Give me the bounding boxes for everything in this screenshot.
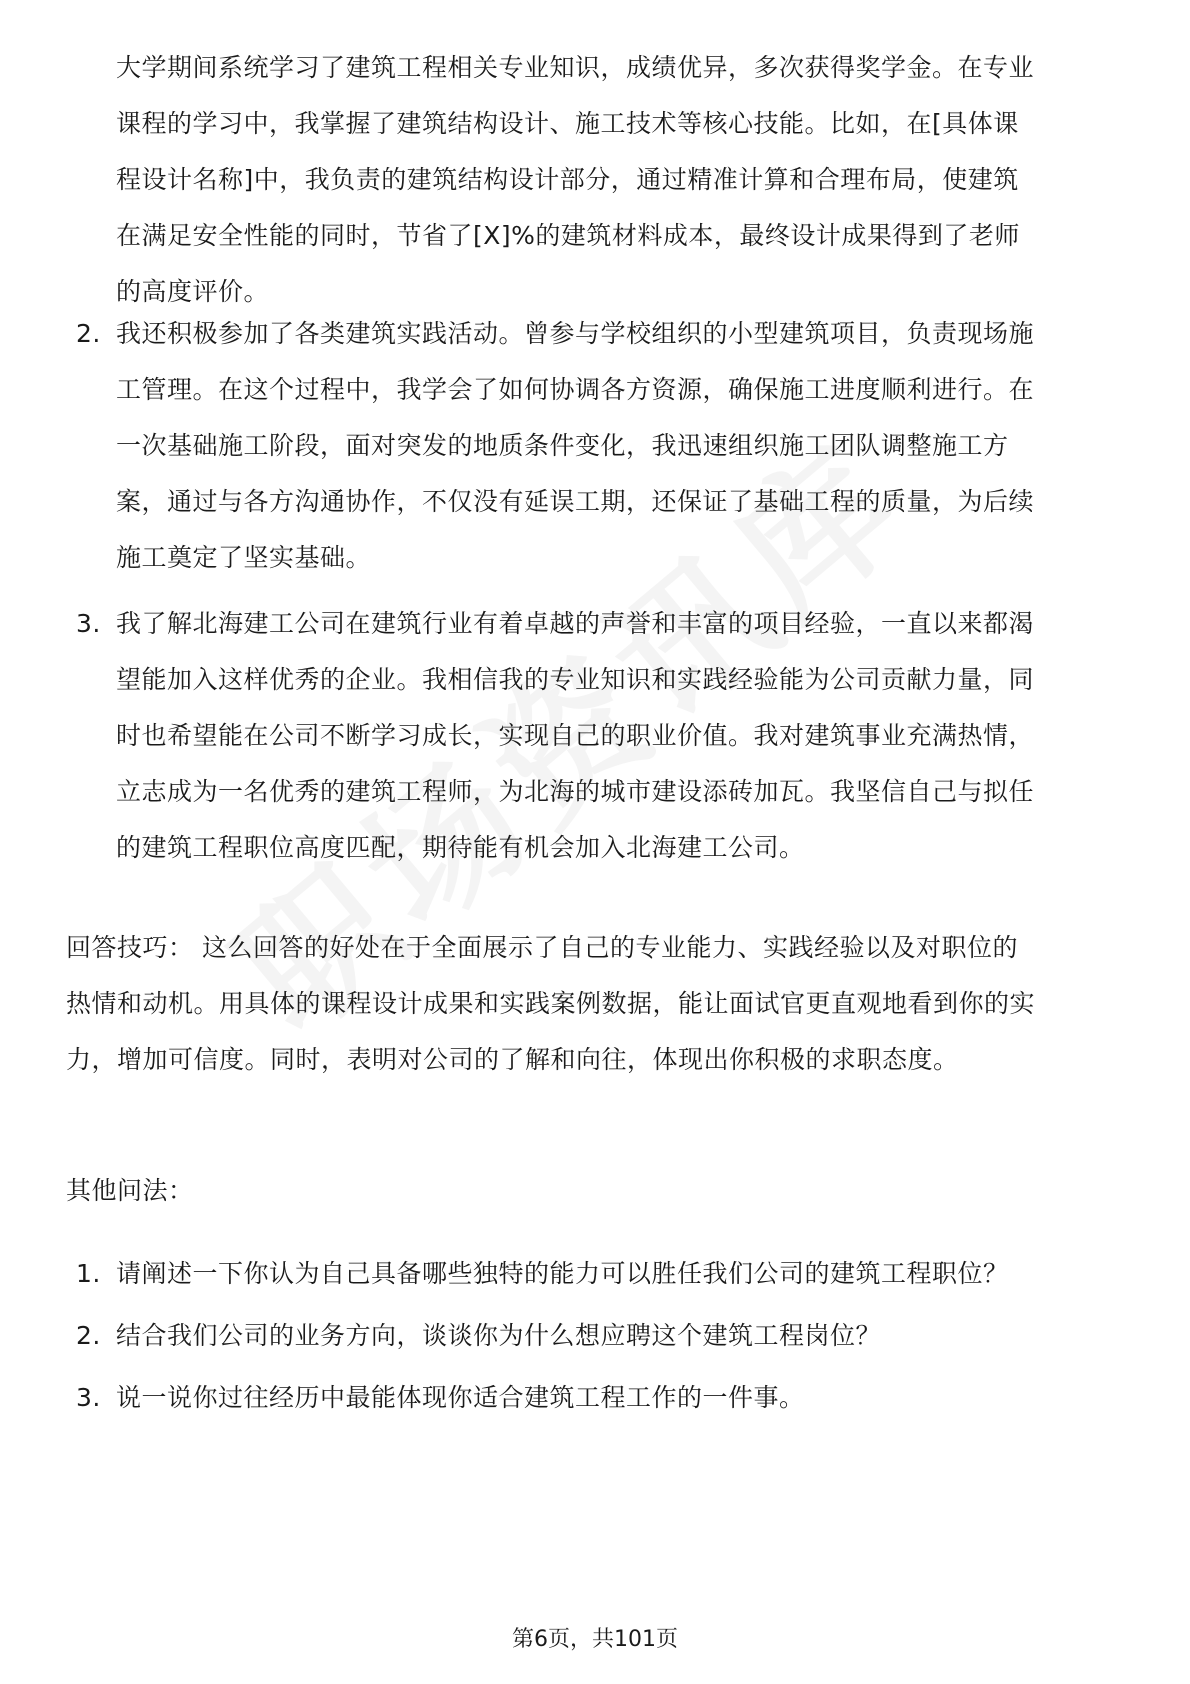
answer-tips: 回答技巧： 这么回答的好处在于全面展示了自己的专业能力、实践经验以及对职位的热情和动机。用具体的课程设计成果和实践案例数据，能让面试官更直观地看到你的实力，增加可信度。同时，表明对公司的了解和向往，体现出你积极的求职态度。: [66, 933, 1036, 1074]
item-number: 3.: [76, 1383, 101, 1412]
answer-item: [76, 596, 1036, 876]
item-text: 我还积极参加了各类建筑实践活动。曾参与学校组织的小型建筑项目，负责现场施工管理。在这个过程中，我学会了如何协调各方资源，确保施工进度顺利进行。在一次基础施工阶段，面对突发的地质条件变化，我迅速组织施工团队调整施工方案，通过与各方沟通协作，不仅没有延误工期，还保证了基础工程的质量，为后续施工奠定了坚实基础。: [116, 319, 1035, 572]
question-item: [76, 1370, 1036, 1426]
item-text: 我了解北海建工公司在建筑行业有着卓越的声誉和丰富的项目经验，一直以来都渴望能加入这样优秀的企业。我相信我的专业知识和实践经验能为公司贡献力量，同时也希望能在公司不断学习成长，实现自己的职业价值。我对建筑事业充满热情，立志成为一名优秀的建筑工程师，为北海的城市建设添砖加瓦。我坚信自己与拟任的建筑工程职位高度匹配，期待能有机会加入北海建工公司。: [116, 609, 1035, 862]
question-item: [76, 1246, 1036, 1302]
item-number: 2.: [76, 319, 101, 348]
other-questions-list: [76, 1246, 1036, 1426]
item-text: 说一说你过往经历中最能体现你适合建筑工程工作的一件事。: [116, 1383, 805, 1412]
item-number: 2.: [76, 1321, 101, 1350]
item-text: 结合我们公司的业务方向，谈谈你为什么想应聘这个建筑工程岗位？: [116, 1321, 882, 1350]
answer-item: [76, 306, 1036, 586]
answer-item-1-continuation: 大学期间系统学习了建筑工程相关专业知识，成绩优异，多次获得奖学金。在专业课程的学习中，我掌握了建筑结构设计、施工技术等核心技能。比如，在[具体课程设计名称]中，我负责的建筑结构设计部分，通过精准计算和合理布局，使建筑在满足安全性能的同时，节省了[X]%的建筑材料成本，最终设计成果得到了老师的高度评价。: [116, 53, 1035, 306]
page-footer: 第6页，共101页: [512, 1627, 678, 1652]
item-number: 1.: [76, 1259, 101, 1288]
answer-list: [76, 306, 1036, 876]
item-number: 3.: [76, 609, 101, 638]
other-questions-heading: 其他问法：: [66, 1176, 194, 1205]
item-text: 请阐述一下你认为自己具备哪些独特的能力可以胜任我们公司的建筑工程职位？: [116, 1259, 1009, 1288]
question-item: [76, 1308, 1036, 1364]
